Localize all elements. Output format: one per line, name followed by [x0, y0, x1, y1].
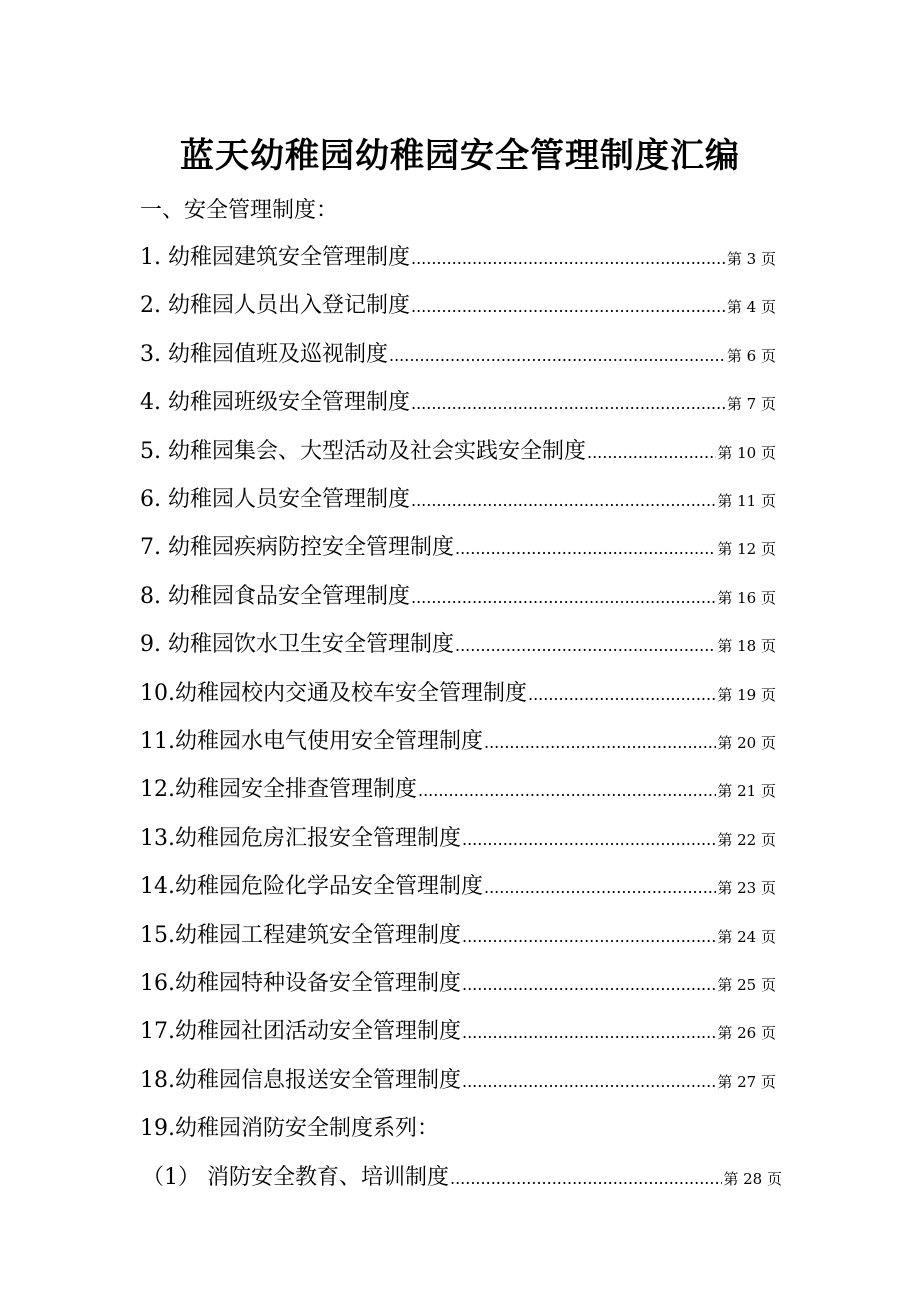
- toc-leader-dots: [418, 781, 716, 800]
- toc-leader-dots: [411, 297, 726, 316]
- toc-entry-page: 第 6 页: [726, 346, 776, 365]
- toc-entry-title: 9. 幼稚园饮水卫生安全管理制度: [140, 632, 454, 658]
- toc-entry-title: 2. 幼稚园人员出入登记制度: [140, 293, 410, 319]
- toc-entry-title: 3. 幼稚园值班及巡视制度: [140, 341, 388, 367]
- toc-leader-dots: [484, 733, 716, 752]
- toc-entry-title: （1） 消防安全教育、培训制度: [142, 1164, 449, 1190]
- toc-entry: [140, 1014, 776, 1048]
- toc-entry-title: 12.幼稚园安全排查管理制度: [140, 777, 417, 803]
- toc-leader-dots: [462, 975, 716, 994]
- toc-leader-dots: [411, 491, 716, 510]
- toc-entry-page: 第 11 页: [717, 492, 776, 510]
- toc-entry: [142, 1160, 782, 1194]
- toc-entry-title: 15.幼稚园工程建筑安全管理制度: [140, 922, 461, 948]
- toc-entry: [140, 579, 776, 613]
- toc-entry: [140, 724, 776, 758]
- toc-entry: [140, 530, 776, 564]
- toc-entry: [140, 1063, 776, 1097]
- toc-leader-dots: [587, 443, 716, 462]
- toc-entry-page: 第 3 页: [726, 250, 776, 268]
- toc-entry-title: 6. 幼稚园人员安全管理制度: [140, 487, 410, 512]
- toc-leader-dots: [411, 588, 716, 607]
- toc-entry: [140, 869, 776, 903]
- toc-entry-title: 16.幼稚园特种设备安全管理制度: [140, 971, 461, 996]
- toc-entry-page: 第 26 页: [717, 1024, 776, 1043]
- toc-entry-title: 8. 幼稚园食品安全管理制度: [140, 583, 410, 609]
- toc-leader-dots: [389, 346, 726, 365]
- toc-entry-page: 第 22 页: [717, 830, 776, 849]
- toc-entry: [140, 676, 776, 710]
- toc-leader-dots: [455, 539, 716, 558]
- document-title: 蓝天幼稚园幼稚园安全管理制度汇编: [180, 136, 740, 176]
- toc-entry: [140, 966, 776, 1000]
- toc-entry-page: 第 25 页: [717, 976, 776, 994]
- toc-entry-page: 第 21 页: [717, 782, 776, 801]
- toc-entry: [140, 627, 776, 661]
- toc-entry-title: 17.幼稚园社团活动安全管理制度: [140, 1019, 461, 1045]
- toc-entry-page: 第 12 页: [717, 540, 776, 559]
- toc-entry-title: 7. 幼稚园疾病防控安全管理制度: [140, 535, 454, 561]
- toc-entry: [140, 821, 776, 855]
- toc-entry-title: 11.幼稚园水电气使用安全管理制度: [140, 729, 483, 754]
- toc-leader-dots: [411, 394, 726, 413]
- toc-leader-dots: [462, 1023, 716, 1042]
- toc-leader-dots: [462, 830, 716, 849]
- toc-entry: [140, 337, 776, 371]
- toc-entry: [140, 385, 776, 419]
- toc-leader-dots: [411, 249, 726, 268]
- toc-entry-page: 第 4 页: [726, 298, 776, 317]
- toc-entry: [140, 772, 776, 806]
- section-heading: 一、安全管理制度：: [140, 198, 339, 223]
- toc-entry-title: 1. 幼稚园建筑安全管理制度: [140, 245, 410, 270]
- toc-entry-title: 4. 幼稚园班级安全管理制度: [140, 390, 410, 416]
- toc-entry: [140, 918, 776, 952]
- toc-entry-title: 14.幼稚园危险化学品安全管理制度: [140, 874, 483, 900]
- toc-entry: [140, 482, 776, 516]
- toc-entry: [140, 288, 776, 322]
- toc-entry: [140, 434, 776, 468]
- toc-leader-dots: [528, 685, 716, 704]
- toc-entry-title: 5. 幼稚园集会、大型活动及社会实践安全制度: [140, 438, 586, 464]
- toc-entry-page: 第 7 页: [726, 395, 776, 414]
- toc-entry-title: 19.幼稚园消防安全制度系列：: [140, 1116, 439, 1142]
- toc-entry-page: 第 28 页: [723, 1169, 782, 1188]
- toc-entry-page: 第 18 页: [717, 637, 776, 656]
- toc-entry-title: 18.幼稚园信息报送安全管理制度: [140, 1067, 461, 1093]
- toc-leader-dots: [462, 1072, 716, 1091]
- toc-entry-page: 第 16 页: [717, 588, 776, 607]
- toc-leader-dots: [455, 636, 716, 655]
- toc-entry: [140, 240, 776, 274]
- toc-entry-title: 10.幼稚园校内交通及校车安全管理制度: [140, 680, 527, 706]
- toc-entry-page: 第 20 页: [717, 734, 776, 752]
- toc-entry: [140, 1111, 776, 1145]
- toc-entry-title: 13.幼稚园危房汇报安全管理制度: [140, 825, 461, 851]
- toc-entry-page: 第 23 页: [717, 879, 776, 898]
- toc-entry-page: 第 10 页: [717, 443, 776, 462]
- toc-leader-dots: [450, 1169, 722, 1188]
- toc-leader-dots: [462, 927, 716, 946]
- toc-entry-page: 第 24 页: [717, 927, 776, 946]
- toc-entry-page: 第 19 页: [717, 685, 776, 704]
- toc-leader-dots: [484, 878, 716, 897]
- toc-entry-page: 第 27 页: [717, 1072, 776, 1091]
